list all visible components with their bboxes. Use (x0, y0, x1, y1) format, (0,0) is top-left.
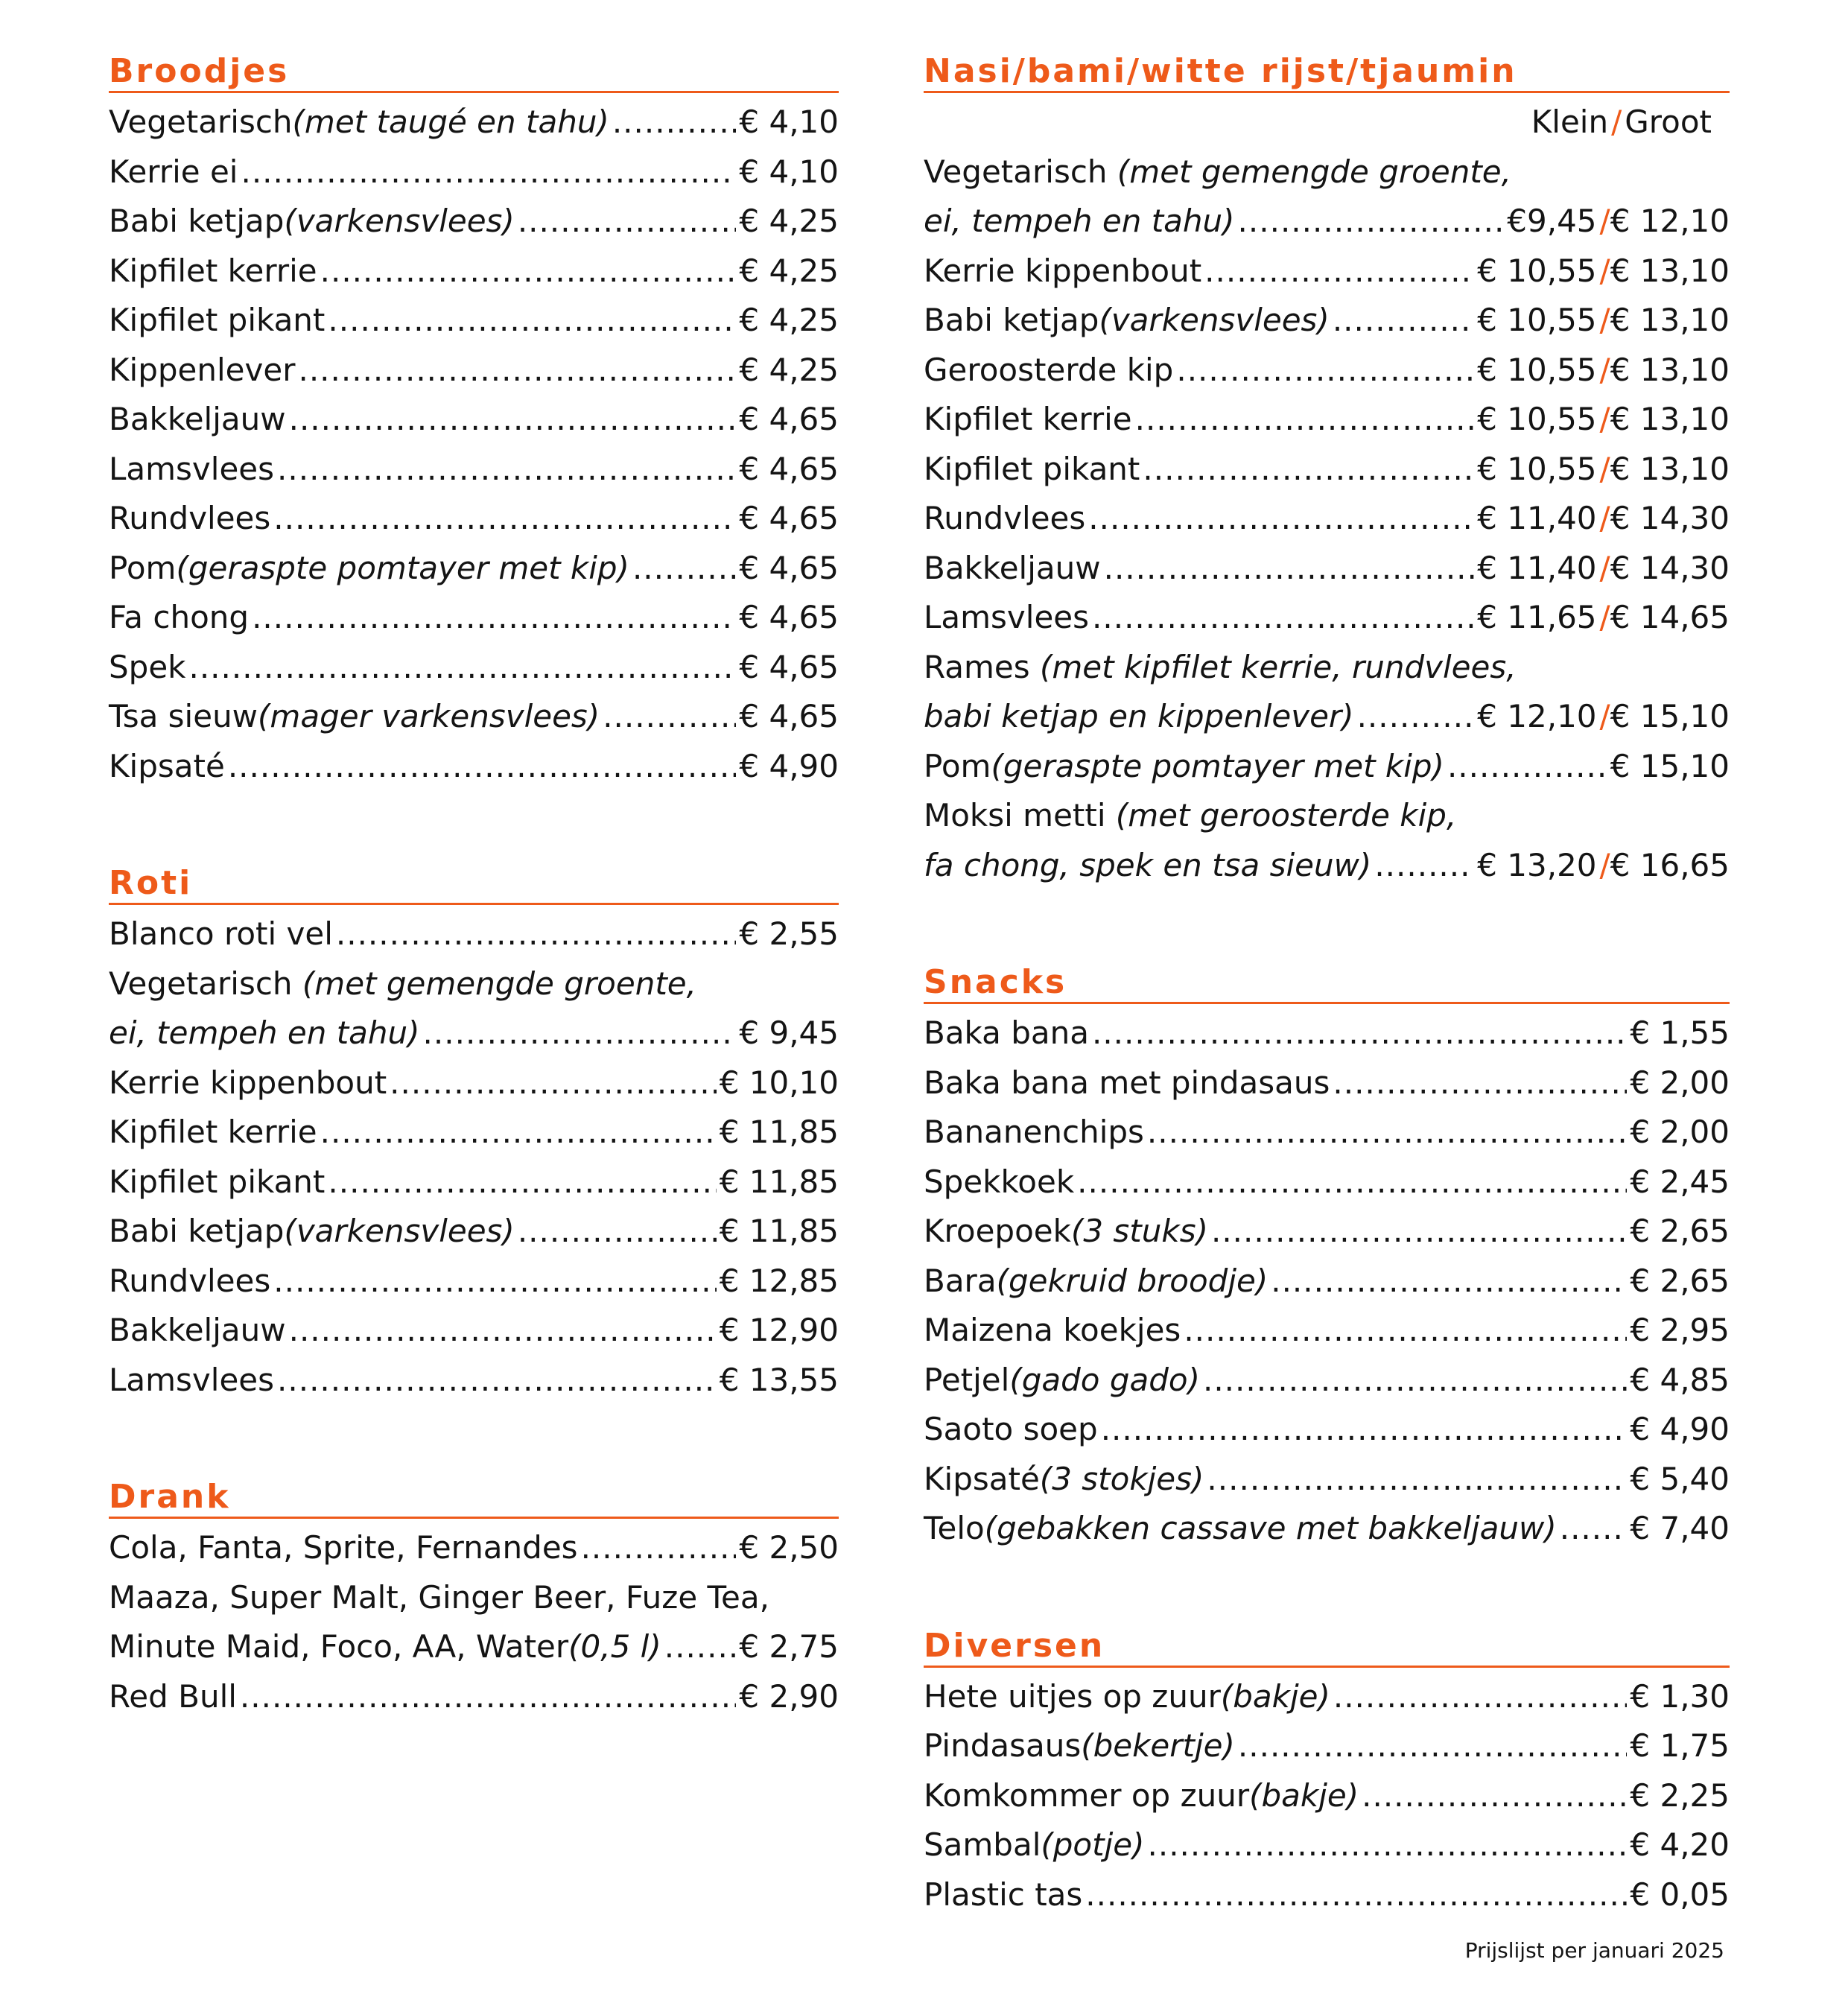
price: € 7,40 (1630, 1510, 1730, 1546)
price: € 4,65 (739, 549, 839, 586)
price: € 2,65 (1630, 1213, 1730, 1249)
price: € 4,90 (739, 747, 839, 784)
price: € 4,65 (739, 698, 839, 734)
item-name: Kipfilet pikant (924, 450, 1140, 487)
item-name: Kipsaté (109, 747, 225, 784)
item-note: ei, tempeh en tahu) (109, 1015, 420, 1051)
price: € 4,90 (1630, 1411, 1730, 1447)
menu-item (924, 1207, 1730, 1257)
dot-leader (1207, 1455, 1627, 1505)
price-large: € 13,10 (1610, 252, 1730, 289)
item-note: (gekruid broodje) (996, 1262, 1268, 1299)
left-column (109, 54, 839, 1796)
price-small: € 10,55 (1477, 450, 1597, 487)
dot-leader (1147, 1108, 1627, 1158)
item-name: Bara (924, 1262, 997, 1299)
item-note: (varkensvlees) (284, 203, 515, 239)
item-note: (met geroosterde kip, (1115, 797, 1457, 834)
dot-leader (581, 1523, 737, 1573)
menu-item (109, 1009, 839, 1058)
dot-leader (277, 445, 736, 495)
dot-leader (328, 1158, 716, 1207)
item-name: Bananenchips (924, 1114, 1144, 1150)
dot-leader (632, 544, 736, 594)
price-separator: / (1599, 302, 1610, 338)
menu-item (924, 197, 1730, 247)
dot-leader (289, 395, 737, 445)
price: € 2,90 (739, 1677, 839, 1715)
menu-item (924, 494, 1730, 544)
dot-leader (298, 346, 736, 396)
menu-item (109, 593, 839, 643)
menu-item (924, 544, 1730, 594)
menu-item (109, 296, 839, 346)
item-note: (gado gado) (1009, 1361, 1200, 1398)
item-name: Vegetarisch (924, 153, 1117, 190)
dot-leader (1092, 593, 1474, 643)
item-note: (gebakken cassave met bakkeljauw) (984, 1510, 1557, 1546)
price: € 4,25 (739, 252, 839, 289)
price-large: € 12,10 (1610, 203, 1730, 239)
dot-leader (1203, 1356, 1627, 1406)
price-small: € 11,40 (1477, 549, 1597, 586)
item-name: Tsa sieuw (109, 698, 258, 734)
price: € 2,95 (1630, 1312, 1730, 1348)
price: € 4,10 (739, 104, 839, 140)
menu-item (109, 1306, 839, 1356)
item-name: Vegetarisch (109, 965, 302, 1002)
price: € 2,00 (1630, 1114, 1730, 1150)
menu-item-line (924, 147, 1730, 197)
item-note: (geraspte pomtayer met kip) (991, 747, 1444, 784)
menu-item (924, 247, 1730, 296)
dot-leader (241, 147, 736, 197)
item-name: Geroosterde kip (924, 351, 1174, 388)
price-separator: / (1599, 599, 1610, 635)
item-name: Komkommer op zuur (924, 1776, 1250, 1814)
dot-leader (1088, 494, 1474, 544)
dot-leader (612, 98, 737, 147)
price: € 2,75 (739, 1628, 839, 1665)
item-name: Babi ketjap (924, 302, 1099, 338)
item-name: Spekkoek (924, 1163, 1075, 1200)
dot-leader (1104, 544, 1475, 594)
item-name: Kroepoek (924, 1213, 1071, 1249)
menu-item (109, 247, 839, 296)
dot-leader (1211, 1207, 1627, 1257)
dot-leader (1176, 346, 1474, 396)
price-large: € 13,10 (1610, 401, 1730, 437)
menu-item (924, 1306, 1730, 1356)
price: € 0,05 (1630, 1876, 1730, 1913)
price-large: € 13,10 (1610, 351, 1730, 388)
menu-item (924, 1820, 1730, 1870)
item-name: Rundvlees (109, 500, 271, 536)
item-name: Kerrie kippenbout (109, 1064, 387, 1101)
price: € 2,65 (1630, 1262, 1730, 1299)
item-note: (bakje) (1220, 1677, 1330, 1715)
dot-leader (1238, 1721, 1628, 1771)
item-name: Red Bull (109, 1677, 237, 1715)
dot-leader (289, 1306, 717, 1356)
menu-item-line (109, 1573, 839, 1623)
menu-item (924, 395, 1730, 445)
menu-item (109, 1622, 839, 1672)
size-large-label: Groot (1625, 104, 1712, 140)
dot-leader (188, 643, 736, 693)
item-name: Pom (924, 747, 991, 784)
menu-section-broodjes (109, 54, 839, 791)
price: € 9,45 (739, 1015, 839, 1051)
dot-leader (518, 1207, 717, 1257)
item-name: Sambal (924, 1826, 1041, 1863)
section-title: Drank (109, 1479, 839, 1519)
item-name: Babi ketjap (109, 1213, 285, 1249)
menu-item (924, 1771, 1730, 1821)
price-separator: / (1599, 450, 1610, 487)
price: € 10,10 (719, 1064, 839, 1101)
section-title: Roti (109, 866, 839, 905)
item-name: Telo (924, 1510, 985, 1546)
item-name: Minute Maid, Foco, AA, Water (109, 1628, 569, 1665)
item-note: (3 stokjes) (1039, 1460, 1204, 1497)
price: € 4,20 (1630, 1826, 1730, 1863)
dot-leader (1362, 1771, 1627, 1821)
item-name: Pindasaus (924, 1727, 1082, 1764)
menu-item (109, 643, 839, 693)
dot-leader (252, 593, 736, 643)
price-small: € 10,55 (1477, 302, 1597, 338)
item-name: Lamsvlees (109, 1361, 275, 1398)
item-note: (met gemengde groente, (302, 965, 696, 1002)
item-name: Kipsaté (924, 1460, 1040, 1497)
menu-item (109, 1257, 839, 1306)
item-note: (geraspte pomtayer met kip) (176, 549, 629, 586)
price-separator: / (1599, 401, 1610, 437)
menu-item (109, 1058, 839, 1108)
dot-leader (1077, 1158, 1627, 1207)
price-separator: / (1599, 203, 1610, 239)
menu-item (109, 1356, 839, 1406)
item-name: Rames (924, 648, 1040, 685)
dot-leader (336, 909, 737, 959)
dot-leader (273, 494, 736, 544)
item-name: Kipfilet pikant (109, 302, 326, 338)
item-name: Lamsvlees (109, 450, 275, 487)
price-large: € 15,10 (1610, 698, 1730, 734)
item-note: (varkensvlees) (284, 1213, 515, 1249)
item-note: (met taugé en tahu) (292, 104, 609, 140)
item-note: (potje) (1041, 1826, 1145, 1863)
item-name: Spek (109, 648, 186, 685)
price-separator: / (1599, 846, 1610, 883)
dot-leader (1101, 1405, 1628, 1455)
menu-item (924, 445, 1730, 495)
item-note: (bakje) (1249, 1776, 1359, 1814)
dot-leader (1204, 247, 1474, 296)
price-separator: / (1599, 351, 1610, 388)
menu-section-nasi-bami-witte-rijst-tjaumin (924, 54, 1730, 890)
item-name: Saoto soep (924, 1411, 1098, 1447)
price-small: € 11,40 (1477, 500, 1597, 536)
price: € 2,55 (739, 915, 839, 952)
dot-leader (240, 1672, 736, 1722)
menu-item (924, 1721, 1730, 1771)
menu-item (109, 909, 839, 959)
price: € 1,30 (1630, 1677, 1730, 1715)
menu-section-roti (109, 866, 839, 1405)
menu-item-line (924, 791, 1730, 841)
menu-item (924, 1158, 1730, 1207)
item-note: (mager varkensvlees) (258, 698, 600, 734)
menu-item (924, 692, 1730, 742)
menu-item (924, 346, 1730, 396)
menu-item (109, 395, 839, 445)
item-name: Cola, Fanta, Sprite, Fernandes (109, 1529, 578, 1566)
item-name: Fa chong (109, 599, 250, 635)
item-name: Kippenlever (109, 351, 296, 388)
price-small: € 10,55 (1477, 252, 1597, 289)
dot-leader (423, 1009, 737, 1058)
item-name: Kipfilet pikant (109, 1163, 326, 1200)
dot-leader (277, 1356, 717, 1406)
menu-item (924, 1405, 1730, 1455)
price: € 12,85 (719, 1262, 839, 1299)
price-small: € 12,10 (1477, 698, 1597, 734)
item-name: Rundvlees (924, 500, 1086, 536)
price: € 11,85 (719, 1163, 839, 1200)
price-separator: / (1599, 698, 1610, 734)
item-name: Maizena koekjes (924, 1312, 1181, 1348)
menu-item (924, 593, 1730, 643)
dot-leader (1092, 1009, 1627, 1058)
item-note: (met gemengde groente, (1117, 153, 1511, 190)
item-name: Baka bana (924, 1015, 1089, 1051)
menu-item (109, 1108, 839, 1158)
price-small: € 13,20 (1477, 846, 1597, 883)
price-large: € 16,65 (1610, 846, 1730, 883)
menu-item (109, 1207, 839, 1257)
menu-item (924, 1108, 1730, 1158)
menu-item (109, 147, 839, 197)
item-note: babi ketjap en kippenlever) (924, 698, 1354, 734)
menu-item (109, 1523, 839, 1573)
dot-leader (1333, 296, 1474, 346)
item-note: (varkensvlees) (1099, 302, 1330, 338)
menu-item-line (109, 959, 839, 1009)
item-name: Hete uitjes op zuur (924, 1677, 1221, 1715)
item-name: Bakkeljauw (109, 1312, 286, 1348)
menu-item (109, 692, 839, 742)
menu-item (109, 494, 839, 544)
item-note: fa chong, spek en tsa sieuw) (924, 846, 1372, 883)
menu-section-diversen (924, 1628, 1730, 1920)
price-small: € 10,55 (1477, 351, 1597, 388)
item-name: Plastic tas (924, 1876, 1083, 1913)
menu-item (924, 742, 1730, 792)
dot-leader (320, 247, 737, 296)
price: € 4,85 (1630, 1361, 1730, 1398)
dot-leader (1333, 1672, 1628, 1722)
item-name: Kipfilet kerrie (109, 1114, 317, 1150)
item-note: (3 stuks) (1070, 1213, 1208, 1249)
item-name: Pom (109, 549, 177, 586)
price-separator: / (1599, 549, 1610, 586)
item-name: Maaza, Super Malt, Ginger Beer, Fuze Tea, (109, 1578, 769, 1616)
menu-item (109, 544, 839, 594)
item-note: (met kipfilet kerrie, rundvlees, (1039, 648, 1517, 685)
price: € 15,10 (1610, 747, 1730, 784)
menu-item (109, 1158, 839, 1207)
price-large: € 14,30 (1610, 500, 1730, 536)
menu-item (924, 1356, 1730, 1406)
price: € 1,55 (1630, 1015, 1730, 1051)
item-note: (0,5 l) (568, 1628, 661, 1665)
menu-item (924, 1870, 1730, 1920)
section-title: Nasi/bami/witte rijst/tjaumin (924, 54, 1730, 93)
dot-leader (1135, 395, 1475, 445)
price-large: € 14,65 (1610, 599, 1730, 635)
dot-leader (1333, 1058, 1627, 1108)
price: € 4,25 (739, 351, 839, 388)
price-large: € 14,30 (1610, 549, 1730, 586)
price: € 2,25 (1630, 1776, 1730, 1814)
price: € 1,75 (1630, 1727, 1730, 1764)
menu-item (109, 197, 839, 247)
dot-leader (1143, 445, 1474, 495)
price-large: € 13,10 (1610, 302, 1730, 338)
size-small-label: Klein (1531, 104, 1609, 140)
price: € 4,65 (739, 500, 839, 536)
size-separator: / (1611, 104, 1622, 140)
price: € 13,55 (719, 1361, 839, 1398)
item-name: Blanco roti vel (109, 915, 333, 952)
price: € 4,10 (739, 153, 839, 190)
menu-item (924, 841, 1730, 891)
menu-item (109, 98, 839, 147)
item-name: Moksi metti (924, 797, 1116, 834)
menu-item (924, 1058, 1730, 1108)
price: € 2,50 (739, 1529, 839, 1566)
price: € 4,65 (739, 450, 839, 487)
dot-leader (1560, 1504, 1628, 1554)
dot-leader (390, 1058, 717, 1108)
dot-leader (1148, 1820, 1628, 1870)
dot-leader (228, 742, 737, 792)
dot-leader (1357, 692, 1475, 742)
dot-leader (273, 1257, 716, 1306)
dot-leader (1374, 841, 1474, 891)
menu-item (924, 1672, 1730, 1722)
dot-leader (1238, 197, 1505, 247)
item-name: Kerrie kippenbout (924, 252, 1202, 289)
item-name: Bakkeljauw (924, 549, 1101, 586)
dot-leader (518, 197, 737, 247)
right-column (924, 54, 1730, 1994)
dot-leader (664, 1622, 737, 1672)
item-note: ei, tempeh en tahu) (924, 203, 1235, 239)
price-separator: / (1599, 252, 1610, 289)
dot-leader (328, 296, 736, 346)
price: € 4,65 (739, 401, 839, 437)
price-list-date: Prijslijst per januari 2025 (1464, 1938, 1724, 1963)
menu-item (109, 1672, 839, 1722)
menu-section-snacks (924, 965, 1730, 1554)
item-name: Lamsvlees (924, 599, 1090, 635)
price: € 2,45 (1630, 1163, 1730, 1200)
price-small: €9,45 (1507, 203, 1597, 239)
item-name: Baka bana met pindasaus (924, 1064, 1330, 1101)
dot-leader (320, 1108, 717, 1158)
item-name: Kerrie ei (109, 153, 238, 190)
price-small: € 10,55 (1477, 401, 1597, 437)
price: € 11,85 (719, 1213, 839, 1249)
section-title: Diversen (924, 1628, 1730, 1668)
menu-item-line (924, 643, 1730, 693)
price: € 11,85 (719, 1114, 839, 1150)
dot-leader (1184, 1306, 1627, 1356)
item-name: Rundvlees (109, 1262, 271, 1299)
item-name: Petjel (924, 1361, 1010, 1398)
item-name: Kipfilet kerrie (109, 252, 317, 289)
menu-item (924, 1455, 1730, 1505)
price: € 4,65 (739, 648, 839, 685)
price: € 4,65 (739, 599, 839, 635)
price-separator: / (1599, 500, 1610, 536)
dot-leader (603, 692, 736, 742)
price: € 2,00 (1630, 1064, 1730, 1101)
item-name: Vegetarisch (109, 104, 293, 140)
item-name: Babi ketjap (109, 203, 285, 239)
menu-item (109, 346, 839, 396)
dot-leader (1447, 742, 1607, 792)
menu-item (924, 1009, 1730, 1058)
menu-item (109, 742, 839, 792)
price-small: € 11,65 (1477, 599, 1597, 635)
price: € 5,40 (1630, 1460, 1730, 1497)
section-title: Broodjes (109, 54, 839, 93)
menu-item (924, 1257, 1730, 1306)
menu-item (924, 296, 1730, 346)
menu-item (924, 1504, 1730, 1554)
menu-section-drank (109, 1479, 839, 1721)
section-title: Snacks (924, 965, 1730, 1004)
price: € 4,25 (739, 203, 839, 239)
item-name: Kipfilet kerrie (924, 401, 1132, 437)
price-large: € 13,10 (1610, 450, 1730, 487)
menu-item (109, 445, 839, 495)
size-header (924, 98, 1730, 147)
dot-leader (1085, 1870, 1627, 1920)
item-note: (bekertje) (1081, 1727, 1235, 1764)
price: € 4,25 (739, 302, 839, 338)
dot-leader (1271, 1257, 1627, 1306)
price: € 12,90 (719, 1312, 839, 1348)
item-name: Bakkeljauw (109, 401, 286, 437)
